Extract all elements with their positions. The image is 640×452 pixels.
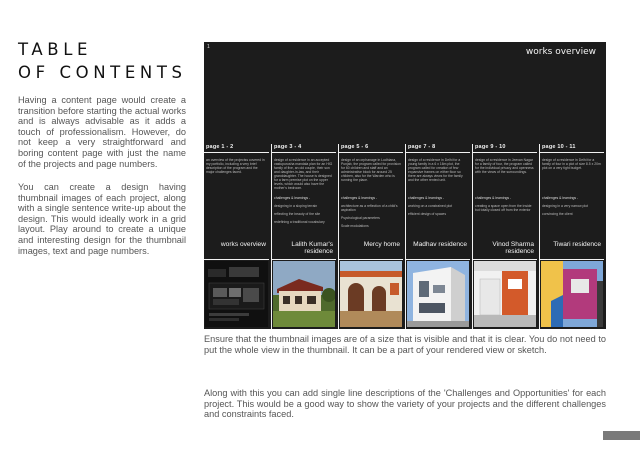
contents-board: [204, 42, 606, 329]
project-thumbnail-lalith[interactable]: [273, 261, 335, 327]
contents-column[interactable]: [405, 144, 470, 329]
project-thumbnail-mercy[interactable]: [340, 261, 402, 327]
contents-column[interactable]: [472, 144, 537, 329]
page-title-line-1: TABLE: [18, 40, 93, 59]
contents-column[interactable]: [271, 144, 336, 329]
project-name: Vinod Sharma residence: [492, 241, 534, 255]
divider: [406, 259, 470, 260]
challenge-item: convincing the client: [542, 212, 573, 216]
page-range: page 10 - 11: [542, 144, 576, 150]
page-range: page 5 - 6: [341, 144, 369, 150]
challenges-label: challenges & learnings -: [475, 196, 512, 200]
project-name: Mercy home: [363, 241, 400, 248]
project-description: design of a residence in Delhi for a young family in a 6 x 16m plot, the program called for creation of few expansive frames on either floor so there are always views for the family and the other rented unit.: [408, 158, 463, 182]
board-page-number: 1: [207, 44, 210, 50]
challenge-item: designing in a very narrow plot: [542, 204, 588, 208]
project-name: Tiwari residence: [553, 241, 601, 248]
challenge-item: efficient design of spaces: [408, 212, 447, 216]
page-range: page 7 - 8: [408, 144, 436, 150]
challenge-item: redefining a traditional vocabulary: [274, 220, 325, 224]
challenge-item: Psychological parameters: [341, 216, 380, 220]
project-name: works overview: [220, 241, 266, 248]
project-name: Madhav residence: [413, 241, 467, 248]
contents-column[interactable]: [204, 144, 269, 329]
note-paragraph-1: Ensure that the thumbnail images are of a size that is visible and that it is clear. You do not need to put the whole view in the thumbnail. It can be a part of your rendered view or sketch.: [204, 334, 606, 355]
contents-column[interactable]: [338, 144, 403, 329]
divider: [272, 259, 336, 260]
challenge-item: creating a space open from the inside but totally closed off from the exterior: [475, 204, 532, 212]
project-description: design of a residence in Jeevan Nagar for a family of four, the program called for the individual privacy and openness with the views of the surroundings.: [475, 158, 534, 174]
project-description: an overview of the projectss covered in my portfolio, including a very brief description of the program and the major challenges faced.: [206, 158, 265, 174]
project-thumbnail-tiwari[interactable]: [541, 261, 603, 327]
page-corner-bar: [603, 431, 640, 440]
note-paragraph-2: Along with this you can add single line descriptions of the 'Challenges and Opportunities' for each project. This would be a good way to show the variety of your projects and the different challenges and constraints faced.: [204, 388, 606, 420]
contents-column[interactable]: [539, 144, 604, 329]
project-thumbnail-vinod[interactable]: [474, 261, 536, 327]
challenge-item: Scale modulations: [341, 224, 369, 228]
intro-paragraph-1: Having a content page would create a transition before starting the actual works and is always advisable as it adds a touch of professionalism. However, do not keep a very straightforward and boring content page with just the name of the projects and page numbers.: [18, 95, 186, 169]
divider: [339, 259, 403, 260]
challenge-item: working on a constrained plot: [408, 204, 453, 208]
page-title: [18, 38, 187, 84]
project-description: design of a residence in Delhi for a family of four in a plot of size 8.5 x 20m plot on a very tight budget.: [542, 158, 601, 170]
board-title: works overview: [525, 47, 596, 57]
challenges-label: challenges & learnings -: [408, 196, 445, 200]
page-title-line-2: OF CONTENTS: [18, 63, 187, 82]
project-description: design of a residence in an accepted vastupurusha mandala plan for an HIG family of five, an old couple, their son and daughter-in-law, and their granddaughter. The house is designed for a farm premise plot on the upper levels, which would also have the mother's bedroom.: [274, 158, 333, 190]
challenge-item: designing in a sloping terrain: [274, 204, 318, 208]
divider: [339, 152, 403, 153]
challenge-item: architecture as a reflection of a child's aspiration: [341, 204, 398, 212]
intro-paragraph-2: You can create a design having thumbnail images of each project, along with a single sentence write-up about the design. This would ideally work in a grid layout. Play around to create a unique and interesting design for the thumbnail images, text and page numbers.: [18, 182, 186, 256]
divider: [473, 259, 537, 260]
page-range: page 9 - 10: [475, 144, 506, 150]
challenges-label: challenges & learnings -: [341, 196, 378, 200]
page-range: page 1 - 2: [206, 144, 234, 150]
divider: [540, 259, 604, 260]
divider: [540, 152, 604, 153]
project-description: design of an orphanage in Ludhiana, Punjab, the program called for provision for 60 children and staff and an administrative block for around 25 children, also for the Warden who is running the place.: [341, 158, 401, 182]
challenge-item: reflecting the beauty of the site: [274, 212, 321, 216]
challenges-label: challenges & learnings -: [542, 196, 579, 200]
divider: [272, 152, 336, 153]
page-range: page 3 - 4: [274, 144, 302, 150]
challenges-label: challenges & learnings -: [274, 196, 311, 200]
divider: [473, 152, 537, 153]
project-thumbnail-madhav[interactable]: [407, 261, 469, 327]
project-thumbnail-overview[interactable]: [205, 261, 268, 327]
divider: [204, 259, 269, 260]
divider: [406, 152, 470, 153]
divider: [204, 152, 269, 153]
project-name: Lalith Kumar's residence: [291, 241, 333, 255]
